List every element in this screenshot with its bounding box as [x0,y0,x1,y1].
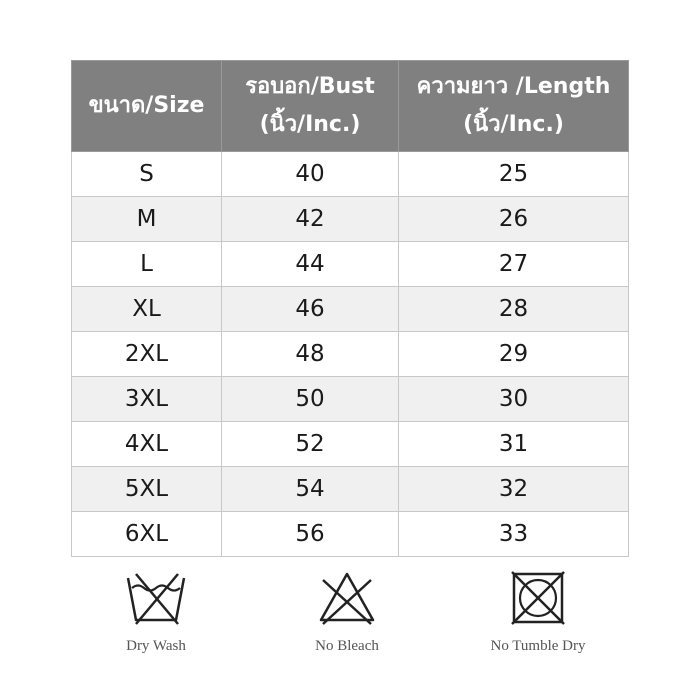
length-header-text: ความยาว /Length [416,74,611,99]
size-column-header [72,61,222,152]
table-row [72,422,629,467]
bust-cell: 56 [222,512,399,557]
size-cell: 4XL [72,422,222,467]
size-chart-table [71,60,629,557]
bust-cell: 42 [222,197,399,242]
size-cell: S [72,152,222,197]
no-tumble-dry-icon [508,570,568,626]
size-cell: 3XL [72,377,222,422]
care-no-tumble-dry [463,570,613,655]
table-row [72,332,629,377]
dry-wash-label: Dry Wash [126,638,186,654]
size-cell: 6XL [72,512,222,557]
bust-header-text: รอบอก/Bust [245,74,375,99]
no-bleach-icon [317,570,377,626]
length-header-unit: (นิ้ว/Inc.) [463,112,564,137]
bust-cell: 44 [222,242,399,287]
size-header-text: ขนาด/Size [88,93,205,118]
no-tumble-dry-label: No Tumble Dry [490,638,586,654]
length-cell: 27 [399,242,629,287]
length-cell: 29 [399,332,629,377]
length-cell: 31 [399,422,629,467]
size-cell: 5XL [72,467,222,512]
bust-cell: 54 [222,467,399,512]
table-row [72,377,629,422]
dry-wash-icon [124,570,188,626]
size-cell: 2XL [72,332,222,377]
table-row [72,467,629,512]
size-cell: M [72,197,222,242]
length-cell: 33 [399,512,629,557]
table-row [72,512,629,557]
size-cell: XL [72,287,222,332]
length-cell: 25 [399,152,629,197]
length-cell: 32 [399,467,629,512]
bust-cell: 52 [222,422,399,467]
length-cell: 26 [399,197,629,242]
length-column-header [399,61,629,152]
size-cell: L [72,242,222,287]
table-row [72,287,629,332]
bust-cell: 48 [222,332,399,377]
bust-column-header [222,61,399,152]
length-cell: 30 [399,377,629,422]
bust-header-unit: (นิ้ว/Inc.) [259,112,361,137]
table-row [72,197,629,242]
bust-cell: 46 [222,287,399,332]
no-bleach-label: No Bleach [315,638,379,654]
length-cell: 28 [399,287,629,332]
table-row [72,152,629,197]
care-dry-wash [81,570,231,655]
table-row [72,242,629,287]
table-header-row [72,61,629,152]
bust-cell: 50 [222,377,399,422]
care-no-bleach [272,570,422,655]
bust-cell: 40 [222,152,399,197]
